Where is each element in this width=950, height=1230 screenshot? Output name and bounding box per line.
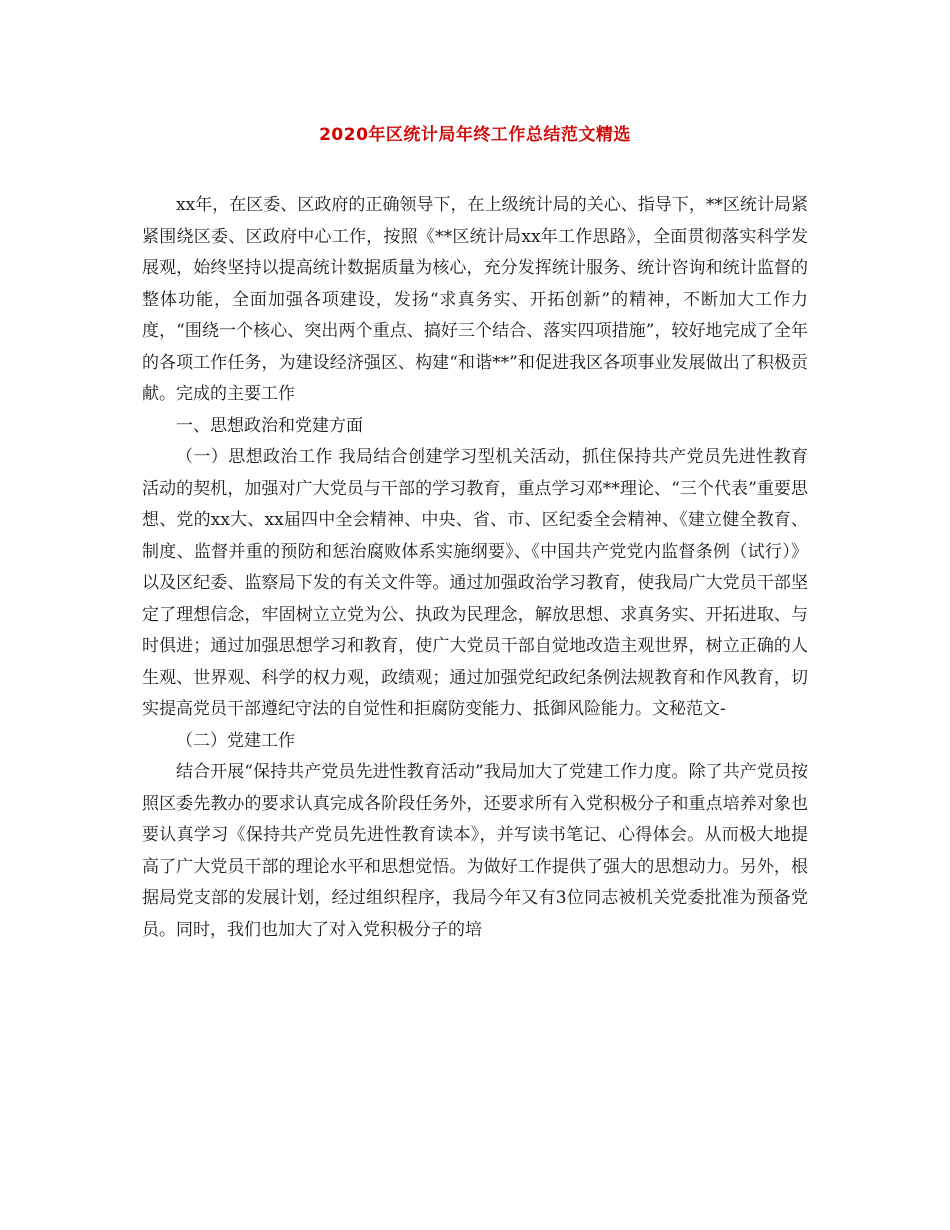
- section-heading-1: 一、思想政治和党建方面: [176, 415, 363, 436]
- document-title: 2020年区统计局年终工作总结范文精选: [319, 125, 631, 145]
- document-body: [142, 190, 808, 946]
- paragraph-ideological-work: （一）思想政治工作 我局结合创建学习型机关活动，抓住保持共产党员先进性教育活动的契机，加强对广大党员与干部的学习教育，重点学习邓**理论、“三个代表”重要思想、党的xx大、xx届四中全会精神、中央、省、市、区纪委全会精神、《建立健全教育、制度、监督并重的预防和惩治腐败体系实施纲要》、《中国共产党党内监督条例（试行）》以及区纪委、监察局下发的有关文件等。通过加强政治学习教育，使我局广大党员干部坚定了理想信念，牢固树立立党为公、执政为民理念，解放思想、求真务实、开拓进取、与时俱进；通过加强思想学习和教育，使广大党员干部自觉地改造主观世界，树立正确的人生观、世界观、科学的权力观，政绩观；通过加强党纪政纪条例法规教育和作风教育，切实提高党员干部遵纪守法的自觉性和拒腐防变能力、抵御风险能力。文秘范文-: [142, 447, 808, 719]
- paragraph-party-building: 结合开展“保持共产党员先进性教育活动”我局加大了党建工作力度。除了共产党员按照区委先教办的要求认真完成各阶段任务外，还要求所有入党积极分子和重点培养对象也要认真学习《保持共产党员先进性教育读本》，并写读书笔记、心得体会。从而极大地提高了广大党员干部的理论水平和思想觉悟。为做好工作提供了强大的思想动力。另外，根据局党支部的发展计划，经过组织程序，我局今年又有3位同志被机关党委批准为预备党员。同时，我们也加大了对入党积极分子的培: [142, 762, 808, 940]
- section-heading-party-building: （二）党建工作: [176, 730, 295, 751]
- paragraph-intro: xx年，在区委、区政府的正确领导下，在上级统计局的关心、指导下，**区统计局紧紧围绕区委、区政府中心工作，按照《**区统计局xx年工作思路》，全面贯彻落实科学发展观，始终坚持以提高统计数据质量为核心，充分发挥统计服务、统计咨询和统计监督的整体功能，全面加强各项建设，发扬“求真务实、开拓创新”的精神，不断加大工作力度，“围绕一个核心、突出两个重点、搞好三个结合、落实四项措施”，较好地完成了全年的各项工作任务，为建设经济强区、构建“和谐**”和促进我区各项事业发展做出了积极贡献。完成的主要工作: [142, 195, 808, 404]
